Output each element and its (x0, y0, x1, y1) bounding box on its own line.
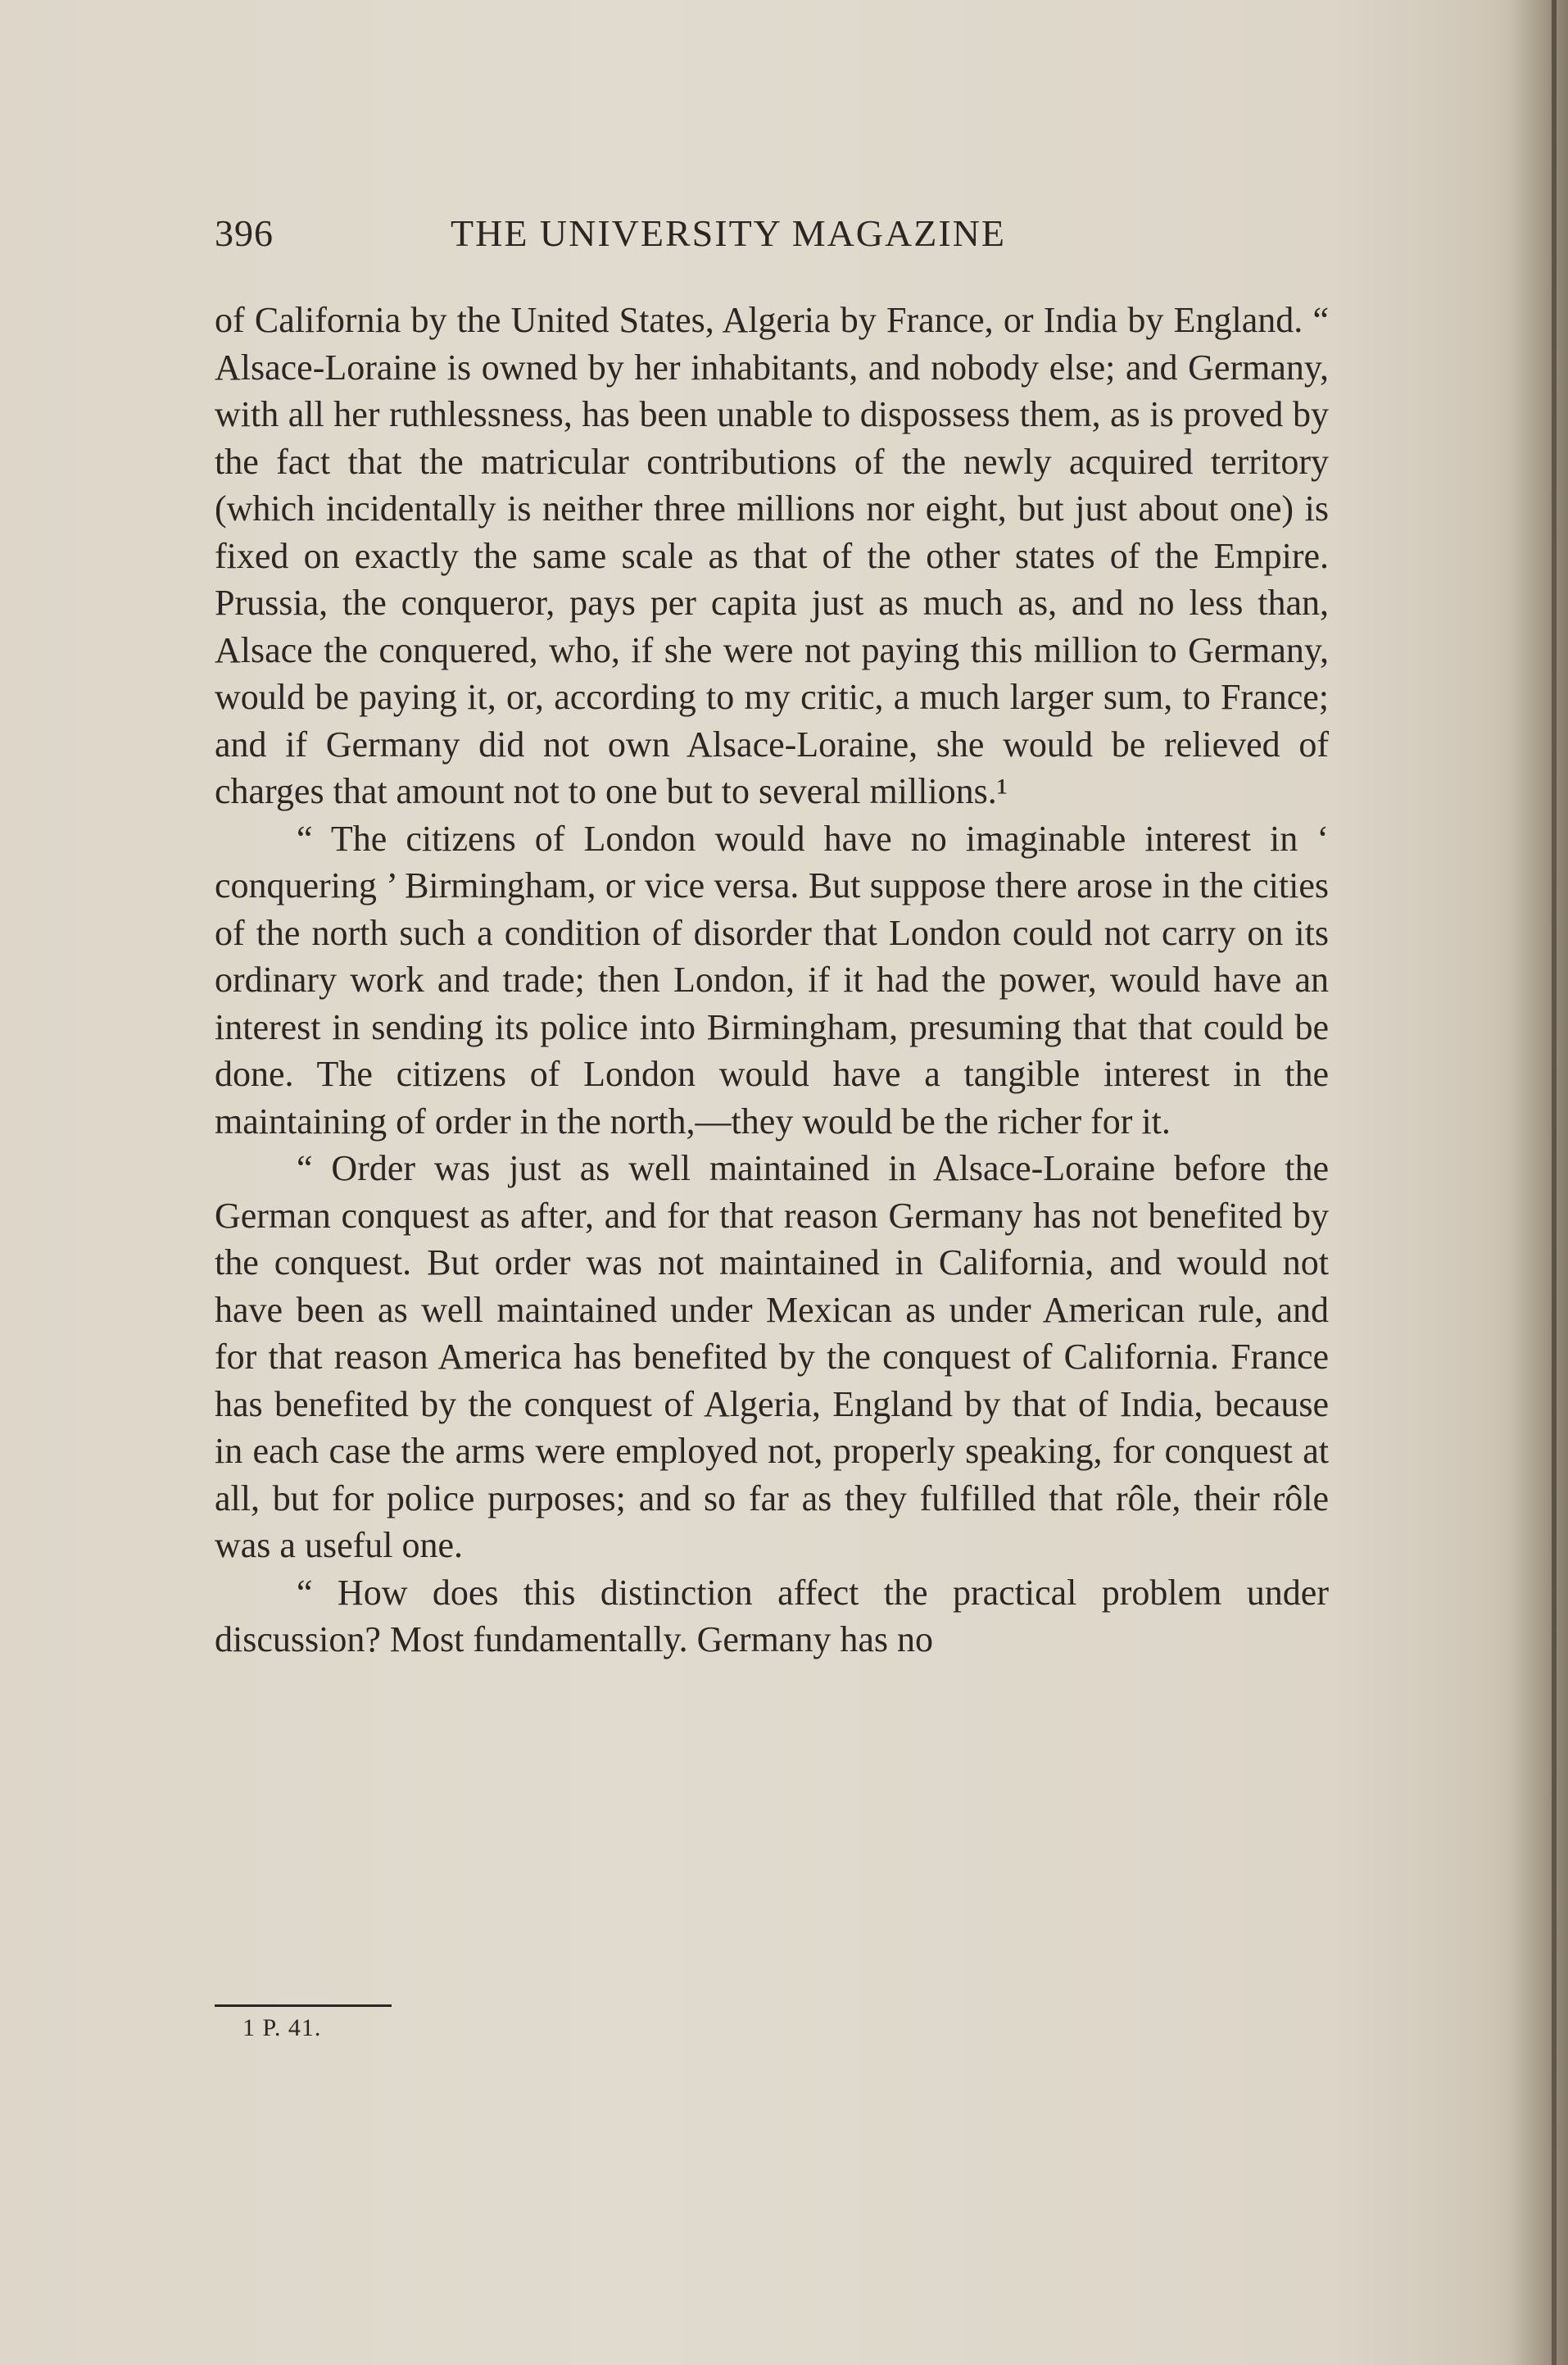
paragraph-3: “ Order was just as well maintained in Alsace-Loraine before the German conquest as after, and for that reason Germany has not benefited by the conquest. But order was not maintained in California, and would not have been as well maintained under Mexican as under American rule, and for that reason America has benefited by the conquest of California. France has benefited by the conquest of Algeria, England by that of India, because in each case the arms were employed not, properly speaking, for conquest at all, but for police purposes; and so far as they fulfilled that rôle, their rôle was a useful one. (215, 1148, 1329, 1565)
page-edge-shadow (1511, 0, 1568, 2365)
running-title: THE UNIVERSITY MAGAZINE (451, 212, 1006, 254)
page-header (215, 211, 1329, 269)
footnote-divider (215, 2004, 392, 2007)
body-text (215, 297, 1329, 1664)
page-binding-edge (1552, 0, 1557, 2365)
paragraph-1: of California by the United States, Algeria by France, or India by England. “ Alsace-Loraine is owned by her inhabitants, and nobody else; and Germany, with all her ruthlessness, has been unable to dispossess them, as is proved by the fact that the matricular contributions of the newly acquired territory (which incidentally is neither three millions nor eight, but just about one) is fixed on exactly the same scale as that of the other states of the Empire. Prussia, the conqueror, pays per capita just as much as, and no less than, Alsace the conquered, who, if she were not paying this million to Germany, would be paying it, or, according to my critic, a much larger sum, to France; and if Germany did not own Alsace-Loraine, she would be relieved of charges that amount not to one but to several millions.¹ (215, 300, 1329, 811)
page-number: 396 (215, 212, 274, 254)
paragraph-4: “ How does this distinction affect the practical problem under discussion? Most fundamentally. Germany has no (215, 1572, 1329, 1659)
paragraph-2: “ The citizens of London would have no imaginable interest in ‘ conquering ’ Birmingham, or vice versa. But suppose there arose in the cities of the north such a condition of disorder that London could not carry on its ordinary work and trade; then London, if it had the power, would have an interest in sending its police into Birmingham, presuming that that could be done. The citizens of London would have a tangible interest in the maintaining of order in the north,—they would be the richer for it. (215, 818, 1329, 1142)
footnote: 1 P. 41. (242, 2014, 322, 2041)
